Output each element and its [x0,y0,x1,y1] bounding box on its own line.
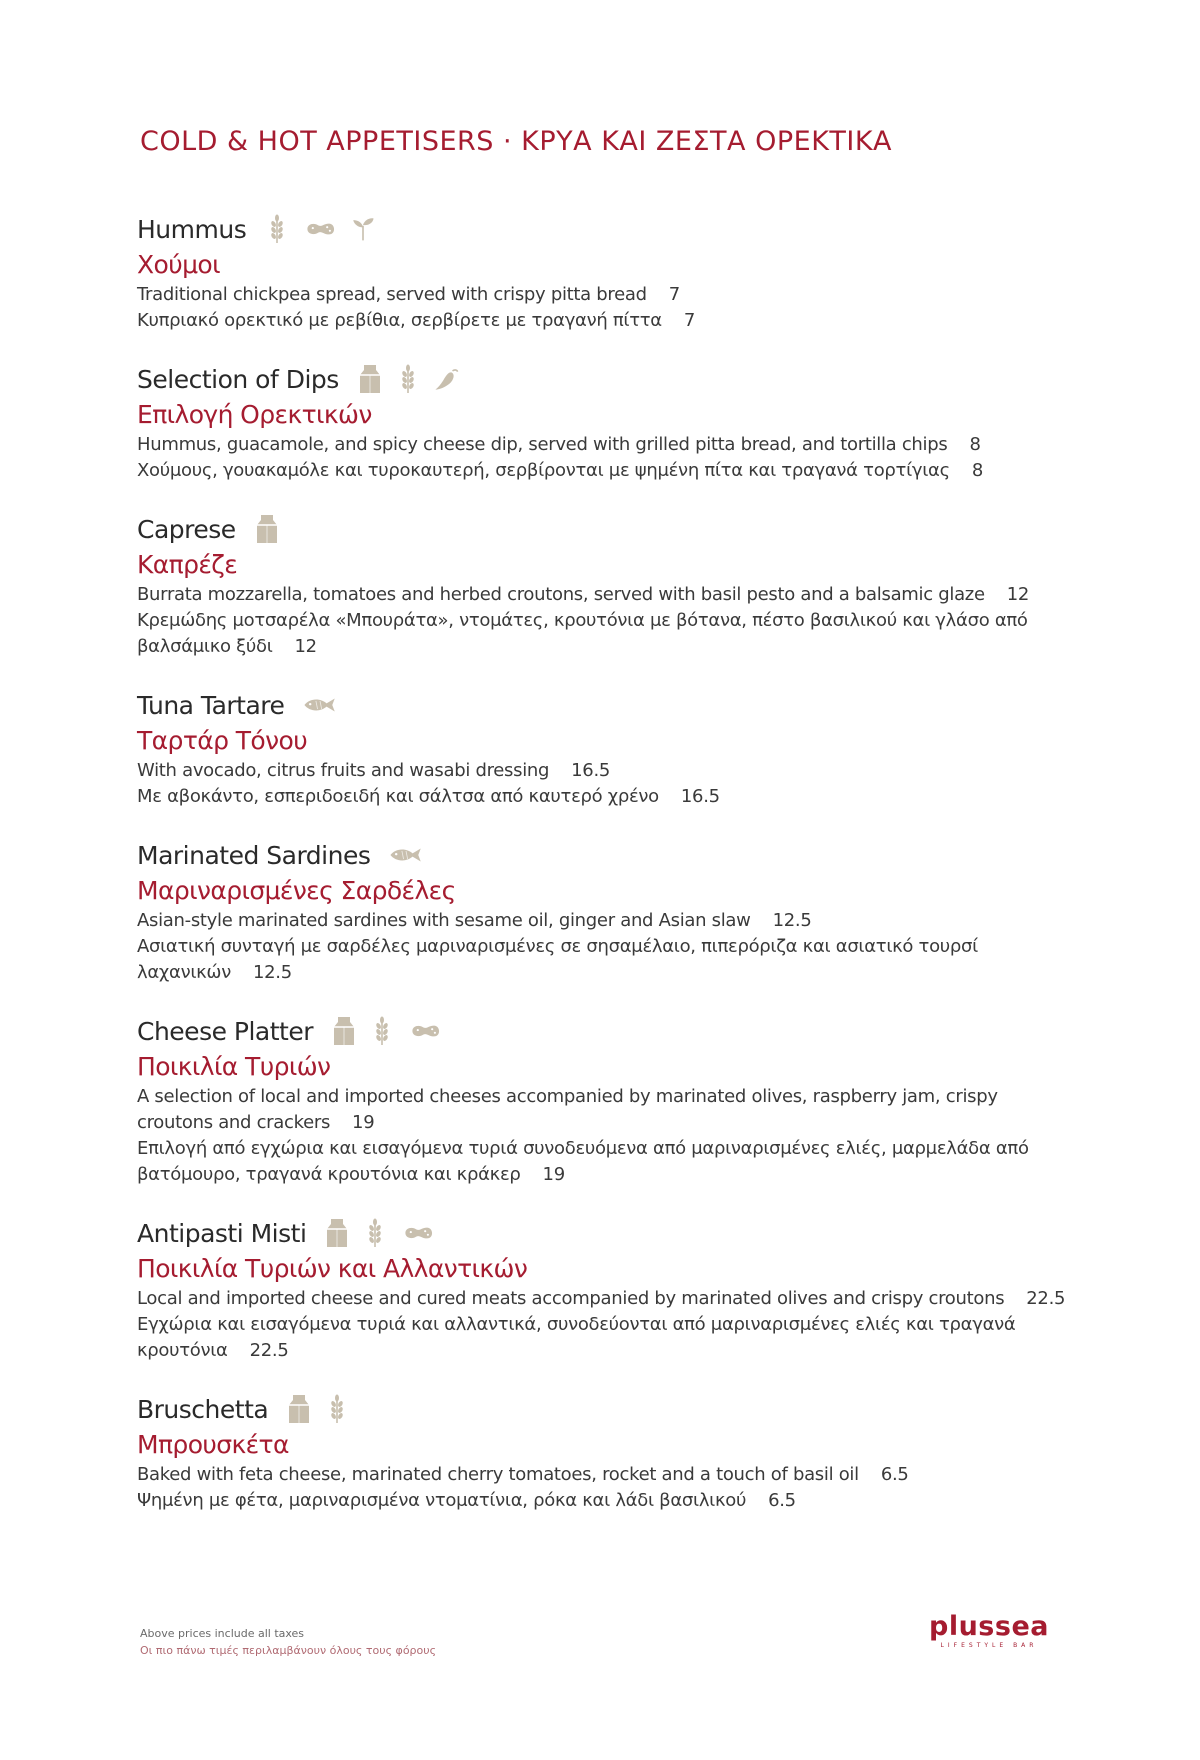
allergen-icons [357,363,459,395]
price: 22.5 [1026,1288,1066,1309]
description-text: Χούμους, γουακαμόλε και τυροκαυτερή, σερβίρονται με ψημένη πίτα και τραγανά τορτίγιας [137,460,950,481]
menu-item-description-gr [137,308,1067,334]
section-title: COLD & HOT APPETISERS · ΚΡΥΑ ΚΑΙ ΖΕΣΤΑ ΟΡΕΚΤΙΚΑ [140,126,893,157]
menu-item-name-gr: Καπρέζε [137,550,238,579]
menu-item-description-en [137,582,1067,608]
menu-item-header [137,1012,1067,1050]
allergen-icons [331,1015,443,1047]
menu-item-name-gr: Ταρτάρ Τόνου [137,726,308,755]
fish-icon [388,839,424,871]
tax-note-en: Above prices include all taxes [140,1627,305,1640]
description-text: Ψημένη με φέτα, μαριναρισμένα ντοματίνια, ρόκα και λάδι βασιλικού [137,1490,747,1511]
milk-icon [286,1393,312,1425]
allergen-icons [254,513,280,545]
menu-item-description-en [137,282,1067,308]
description-text: Baked with feta cheese, marinated cherry tomatoes, rocket and a touch of basil oil [137,1464,859,1485]
description-text: Asian-style marinated sardines with sesame oil, ginger and Asian slaw [137,910,751,931]
allergen-icons [302,689,338,721]
tax-note-gr: Οι πιο πάνω τιμές περιλαμβάνουν όλους τους φόρους [140,1644,437,1657]
price: 19 [352,1112,375,1133]
price: 19 [542,1164,565,1185]
menu-item-name-gr: Μπρουσκέτα [137,1430,289,1459]
wheat-icon [324,1393,350,1425]
menu-item [137,1012,1067,1188]
menu-item-description-gr [137,1136,1067,1188]
price: 8 [969,434,981,455]
description-text: Ασιατική συνταγή με σαρδέλες μαριναρισμένες σε σησαμέλαιο, πιπερόριζα και ασιατικό τουρσί λαχανικών [137,936,978,983]
price: 6.5 [768,1490,796,1511]
menu-item-name-gr: Μαριναρισμένες Σαρδέλες [137,876,456,905]
price: 7 [683,310,696,331]
menu-item-name-gr: Ποικιλία Τυριών [137,1052,331,1081]
allergen-icons [264,213,376,245]
menu-item-description-gr [137,1312,1067,1364]
menu-list [137,210,1067,1540]
milk-icon [357,363,383,395]
price: 16.5 [680,786,720,807]
menu-item [137,686,1067,810]
brand-logo-word: plussea [929,1611,1049,1642]
description-text: Κυπριακό ορεκτικό με ρεβίθια, σερβίρετε με τραγανή πίττα [137,310,662,331]
milk-icon [331,1015,357,1047]
menu-item-description-en [137,432,1067,458]
wheat-icon [369,1015,395,1047]
description-text: With avocado, citrus fruits and wasabi dressing [137,760,550,781]
wheat-icon [362,1217,388,1249]
allergen-icons [324,1217,436,1249]
description-text: Επιλογή από εγχώρια και εισαγόμενα τυριά συνοδευόμενα από μαριναρισμένες ελιές, μαρμελάδα από βατόμουρο, τραγανά κρουτόνια και κράκερ [137,1138,1029,1185]
menu-item-header [137,1214,1067,1252]
milk-icon [254,513,280,545]
description-text: Burrata mozzarella, tomatoes and herbed croutons, served with basil pesto and a balsamic glaze [137,584,985,605]
chili-icon [433,363,459,395]
menu-item-description-en [137,1462,1067,1488]
price: 12.5 [252,962,292,983]
menu-item-description-gr [137,1488,1067,1514]
price: 8 [971,460,984,481]
description-text: A selection of local and imported cheeses accompanied by marinated olives, raspberry jam, crispy croutons and crackers [137,1086,998,1133]
price: 12 [294,636,317,657]
menu-item-name-gr: Χούμοι [137,250,220,279]
tax-note [140,1625,436,1659]
peanut-icon [407,1015,443,1047]
menu-item-header [137,360,1067,398]
brand-logo-sub: LIFESTYLE BAR [940,1642,1038,1649]
description-text: Με αβοκάντο, εσπεριδοειδή και σάλτσα από καυτερό χρένο [137,786,659,807]
menu-item-name-en: Tuna Tartare [137,690,285,720]
menu-item [137,360,1067,484]
menu-item-header [137,686,1067,724]
menu-item-name-en: Bruschetta [137,1394,269,1424]
allergen-icons [388,839,424,871]
wheat-icon [264,213,290,245]
fish-icon [302,689,338,721]
menu-item-description-en [137,1084,1067,1136]
brand-logo [926,1612,1052,1650]
menu-item [137,510,1067,660]
price: 6.5 [880,1464,909,1485]
price: 7 [668,284,680,305]
price: 16.5 [571,760,611,781]
description-text: Κρεμώδης μοτσαρέλα «Μπουράτα», ντομάτες, κρουτόνια με βότανα, πέστο βασιλικού και γλάσο από βαλσάμικο ξύδι [137,610,1028,657]
menu-item-header [137,1390,1067,1428]
menu-item-name-en: Selection of Dips [137,364,339,394]
allergen-icons [286,1393,350,1425]
peanut-icon [302,213,338,245]
description-text: Hummus, guacamole, and spicy cheese dip, served with grilled pitta bread, and tortilla chips [137,434,948,455]
peanut-icon [400,1217,436,1249]
description-text: Εγχώρια και εισαγόμενα τυριά και αλλαντικά, συνοδεύονται από μαριναρισμένες ελιές και τραγανά κρουτόνια [137,1314,1016,1361]
menu-item-name-en: Cheese Platter [137,1016,314,1046]
menu-item-description-en [137,908,1067,934]
menu-item-description-gr [137,784,1067,810]
price: 12.5 [772,910,812,931]
milk-icon [324,1217,350,1249]
menu-item-description-gr [137,934,1067,986]
menu-item [137,1214,1067,1364]
menu-item-description-gr [137,458,1067,484]
menu-item-description-en [137,1286,1067,1312]
menu-item-description-en [137,758,1067,784]
menu-item-name-en: Antipasti Misti [137,1218,307,1248]
sprout-icon [350,213,376,245]
description-text: Local and imported cheese and cured meats accompanied by marinated olives and crispy croutons [137,1288,1005,1309]
menu-item-name-en: Hummus [137,214,247,244]
menu-item-header [137,836,1067,874]
menu-item [137,1390,1067,1514]
menu-item [137,836,1067,986]
menu-item-name-gr: Επιλογή Ορεκτικών [137,400,372,429]
menu-item-name-en: Marinated Sardines [137,840,371,870]
menu-item-header [137,510,1067,548]
menu-item-description-gr [137,608,1067,660]
price: 12 [1006,584,1030,605]
menu-item-name-en: Caprese [137,514,236,544]
menu-item-header [137,210,1067,248]
menu-item [137,210,1067,334]
description-text: Traditional chickpea spread, served with crispy pitta bread [137,284,647,305]
price: 22.5 [249,1340,289,1361]
wheat-icon [395,363,421,395]
menu-item-name-gr: Ποικιλία Τυριών και Αλλαντικών [137,1254,528,1283]
